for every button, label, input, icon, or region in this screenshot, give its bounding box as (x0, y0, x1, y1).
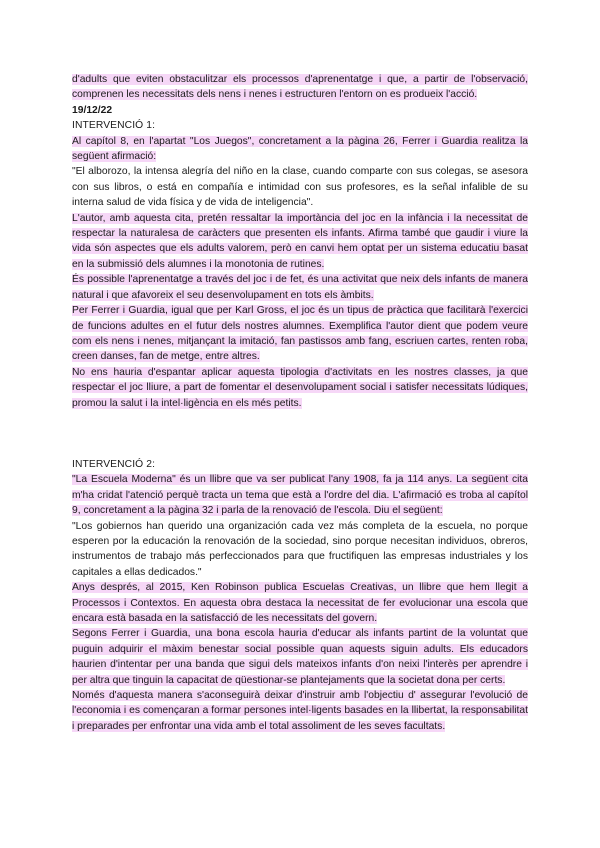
intervention-1-paragraph-2 (72, 272, 528, 303)
intervention-2-heading: INTERVENCIÓ 2: (72, 458, 156, 470)
intervention-2-paragraph-1-text: Anys després, al 2015, Ken Robinson publica Escuelas Creativas, un llibre que hem llegit a Processos i Contextos. En aquesta obra destaca la necessitat de fer evolucionar una escola que encara està basada en la satisfacció de les necessitats del govern. (72, 582, 528, 624)
intervention-1-heading: INTERVENCIÓ 1: (72, 120, 156, 132)
intervention-2-intro (72, 472, 528, 518)
intervention-1-paragraph-3 (72, 303, 528, 365)
intervention-2-paragraph-2 (72, 626, 528, 688)
intervention-2-paragraph-3 (72, 688, 528, 734)
continuation-text: d'adults que eviten obstaculitzar els processos d'aprenentatge i que, a partir de l'observació, comprenen les necessitats dels nens i nenes i estructuren l'entorn on es produeix l'acció. (72, 74, 528, 101)
continuation-paragraph (72, 72, 528, 103)
intervention-2-paragraph-1 (72, 580, 528, 626)
intervention-1-paragraph-3-text: Per Ferrer i Guardia, igual que per Karl Gross, el joc és un tipus de pràctica que facilitarà l'exercici de funcions adultes en el futur dels nostres alumnes. Exemplifica l'autor dient que podem veure com els nens i nenes, mitjançant la imitació, fan pastissos amb fang, escriuen cartes, renten roba, creen danses, fan de metge, entre altres. (72, 305, 528, 363)
intervention-2-paragraph-2-text: Segons Ferrer i Guardia, una bona escola hauria d'educar als infants partint de la voluntat que puguin adquirir el màxim benestar social possible quan aquests siguin adults. Els educadors haurien d'intentar per una banda que sigui dels mateixos infants d'on neixi l'interès per aprendre i per altra que tinguin la capacitat de qüestionar-se plantejaments que la societat dona per certs. (72, 628, 528, 686)
intervention-1-quote: "El alborozo, la intensa alegría del niño en la clase, cuando comparte con sus colegas, se asesora con sus libros, o está en compañía e intimidad con sus profesores, es la señal infalible de su interna salud de vida física y de vida de inteligencia". (72, 166, 528, 209)
intervention-1-paragraph-4 (72, 365, 528, 411)
intervention-1-paragraph-2-text: És possible l'aprenentatge a través del joc i de fet, és una activitat que neix dels infants de manera natural i que afavoreix el seu desenvolupament en tots els àmbits. (72, 274, 528, 301)
intervention-2-intro-text: "La Escuela Moderna" és un llibre que va ser publicat l'any 1908, fa ja 114 anys. La següent cita m'ha cridat l'atenció perquè tracta un tema que està a l'ordre del dia. L'afirmació es troba al capítol 9, concretament a la pàgina 32 i parla de la renovació de l'escola. Diu el següent: (72, 474, 528, 517)
section-spacer (72, 411, 528, 457)
intervention-2-quote: "Los gobiernos han querido una organización cada vez más completa de la escuela, no porque esperen por la educación la renovación de la sociedad, sino porque necesitan individuos, obreros, instrumentos de trabajo más perfeccionados para que fructifiquen las empresas industriales y los capitales a ellas dedicados." (72, 520, 528, 578)
intervention-1-intro (72, 134, 528, 165)
entry-date: 19/12/22 (72, 104, 113, 116)
intervention-1-paragraph-4-text: No ens hauria d'espantar aplicar aquesta tipologia d'activitats en les nostres classes, ja que respectar el joc lliure, a part de fomentar el desenvolupament social i satisfer necessitats lúdiques, promou la salut i la intel·ligència en els més petits. (72, 366, 528, 409)
intervention-1-intro-text: Al capítol 8, en l'apartat "Los Juegos", concretament a la pàgina 26, Ferrer i Guardia realitza la següent afirmació: (72, 135, 528, 163)
document-page (72, 72, 528, 734)
intervention-1-paragraph-1 (72, 211, 528, 273)
intervention-2-paragraph-3-text: Només d'aquesta manera s'aconseguirà deixar d'instruir amb l'objectiu d' assegurar l'evolució de l'economia i es començaran a formar persones intel·ligents basades en la llibertat, la responsabilitat i preparades per enfrontar una vida amb el total assoliment de les seves facultats. (72, 690, 528, 732)
intervention-1-paragraph-1-text: L'autor, amb aquesta cita, pretén ressaltar la importància del joc en la infància i la necessitat de respectar la naturalesa de caràcters que presenten els infants. Afirma també que gaudir i viure la vida són aspectes que els adults valorem, però en canvi hem optat per un sistema educatiu basat en la submissió dels alumnes i la monotonia de rutines. (72, 212, 528, 270)
